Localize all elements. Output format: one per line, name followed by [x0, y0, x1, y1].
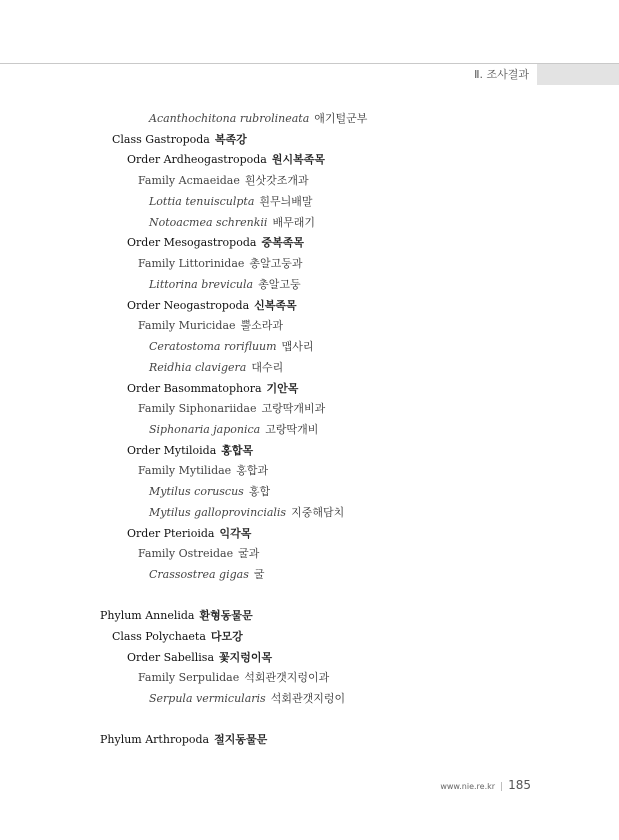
taxon-korean-name: 총알고둥과: [249, 257, 303, 270]
taxon-rank: Family: [138, 319, 176, 332]
taxon-korean-name: 다모강: [210, 630, 243, 643]
taxon-row-species: [149, 112, 367, 126]
taxon-korean-name: 석회관갯지렁이과: [244, 671, 330, 684]
header-rule: [0, 63, 619, 64]
taxon-row-species: [149, 485, 270, 499]
taxon-korean-name: 기안목: [266, 382, 299, 395]
taxon-row-family: [138, 547, 259, 561]
taxon-rank: Order: [127, 236, 161, 249]
taxon-row-family: [138, 671, 329, 685]
taxon-korean-name: 흰삿갓조개과: [244, 174, 309, 187]
taxon-row-family: [138, 257, 303, 271]
taxon-scientific-name: Mytilus galloprovincialis: [149, 506, 287, 519]
taxon-rank: Family: [138, 402, 176, 415]
taxon-row-order: [127, 153, 325, 167]
taxon-rank: Phylum: [100, 733, 142, 746]
taxon-rank: Family: [138, 257, 176, 270]
chapter-title: Ⅱ. 조사결과: [474, 68, 529, 81]
taxon-rank: Order: [127, 651, 161, 664]
taxon-row-species: [149, 506, 344, 520]
taxon-row-family: [138, 174, 309, 188]
taxon-scientific-name: Mytilidae: [178, 464, 232, 477]
taxon-row-species: [149, 423, 318, 437]
taxon-scientific-name: Mytilus coruscus: [149, 485, 244, 498]
taxon-scientific-name: Reidhia clavigera: [149, 361, 247, 374]
taxon-rank: Order: [127, 444, 161, 457]
taxon-rank: Order: [127, 153, 161, 166]
taxon-row-species: [149, 340, 313, 354]
taxon-row-species: [149, 216, 315, 230]
taxon-scientific-name: Annelida: [145, 609, 195, 622]
taxon-row-order: [127, 382, 298, 396]
taxon-korean-name: 고랑딱개비과: [261, 402, 326, 415]
taxon-rank: Class: [112, 630, 142, 643]
taxon-row-species: [149, 568, 264, 582]
taxon-scientific-name: Serpula vermicularis: [149, 692, 266, 705]
taxon-rank: Order: [127, 527, 161, 540]
taxon-scientific-name: Mytiloida: [163, 444, 217, 457]
taxon-korean-name: 대수리: [251, 361, 284, 374]
taxon-korean-name: 홍합: [248, 485, 271, 498]
taxon-rank: Order: [127, 299, 161, 312]
taxon-row-class: [112, 630, 243, 644]
taxon-scientific-name: Pterioida: [163, 527, 215, 540]
taxon-rank: Family: [138, 464, 176, 477]
taxon-row-species: [149, 195, 313, 209]
taxon-korean-name: 총알고둥: [258, 278, 301, 291]
taxon-scientific-name: Littorinidae: [178, 257, 245, 270]
taxon-scientific-name: Mesogastropoda: [163, 236, 257, 249]
taxon-row-family: [138, 402, 325, 416]
taxon-row-order: [127, 299, 297, 313]
taxon-scientific-name: Gastropoda: [145, 133, 210, 146]
taxon-row-phylum: [100, 609, 253, 623]
taxon-scientific-name: Polychaeta: [145, 630, 206, 643]
taxon-scientific-name: Basommatophora: [163, 382, 262, 395]
footer-url: www.nie.re.kr: [440, 782, 496, 791]
header-tab-bar: [537, 64, 619, 85]
taxon-row-species: [149, 278, 301, 292]
taxon-row-phylum: [100, 733, 267, 747]
taxon-korean-name: 절지동물문: [214, 733, 268, 746]
taxon-scientific-name: Crassostrea gigas: [149, 568, 249, 581]
taxon-rank: Phylum: [100, 609, 142, 622]
taxon-scientific-name: Ostreidae: [178, 547, 234, 560]
taxon-rank: Order: [127, 382, 161, 395]
taxon-korean-name: 배무래기: [272, 216, 315, 229]
taxon-row-order: [127, 527, 251, 541]
page-footer: [440, 774, 531, 793]
taxon-rank: Family: [138, 174, 176, 187]
footer-separator: |: [500, 782, 504, 792]
taxon-korean-name: 굴과: [238, 547, 260, 560]
page-number: 185: [508, 778, 531, 792]
taxon-row-class: [112, 133, 247, 147]
taxon-korean-name: 굴: [253, 568, 265, 581]
taxon-scientific-name: Muricidae: [178, 319, 236, 332]
taxon-scientific-name: Serpulidae: [178, 671, 240, 684]
taxon-korean-name: 맵사리: [281, 340, 314, 353]
taxon-row-order: [127, 444, 253, 458]
taxon-row-family: [138, 464, 268, 478]
taxon-scientific-name: Neogastropoda: [163, 299, 250, 312]
taxon-korean-name: 신복족목: [254, 299, 297, 312]
taxon-rank: Family: [138, 547, 176, 560]
taxon-rank: Class: [112, 133, 142, 146]
taxon-scientific-name: Notoacmea schrenkii: [149, 216, 268, 229]
taxon-row-species: [149, 361, 283, 375]
taxon-korean-name: 원시복족목: [271, 153, 326, 166]
taxon-row-order: [127, 236, 304, 250]
taxon-korean-name: 환형동물문: [199, 609, 253, 622]
taxon-korean-name: 석회관갯지렁이: [270, 692, 346, 705]
taxon-korean-name: 고랑딱개비: [265, 423, 319, 436]
taxon-scientific-name: Arthropoda: [145, 733, 210, 746]
taxon-korean-name: 애기털군부: [314, 112, 368, 125]
taxon-korean-name: 복족강: [214, 133, 247, 146]
taxon-scientific-name: Lottia tenuisculpta: [149, 195, 255, 208]
taxon-korean-name: 홍합과: [236, 464, 269, 477]
taxon-scientific-name: Sabellisa: [163, 651, 214, 664]
taxon-row-family: [138, 319, 283, 333]
taxon-korean-name: 지중해담치: [291, 506, 345, 519]
taxon-scientific-name: Siphonaria japonica: [149, 423, 261, 436]
taxon-korean-name: 꽃지렁이목: [219, 651, 273, 664]
taxon-scientific-name: Siphonariidae: [178, 402, 257, 415]
taxon-scientific-name: Acanthochitona rubrolineata: [149, 112, 310, 125]
taxon-rank: Family: [138, 671, 176, 684]
taxon-scientific-name: Ceratostoma rorifluum: [149, 340, 277, 353]
taxon-scientific-name: Acmaeidae: [178, 174, 240, 187]
taxon-row-species: [149, 692, 345, 706]
taxon-scientific-name: Littorina brevicula: [149, 278, 254, 291]
taxon-row-order: [127, 651, 272, 665]
taxon-korean-name: 익각목: [219, 527, 252, 540]
taxon-korean-name: 중복족목: [261, 236, 304, 249]
taxon-korean-name: 흰무늬배말: [259, 195, 313, 208]
taxon-korean-name: 뿔소라과: [240, 319, 284, 332]
taxon-korean-name: 홍합목: [221, 444, 254, 457]
taxon-scientific-name: Ardheogastropoda: [163, 153, 267, 166]
